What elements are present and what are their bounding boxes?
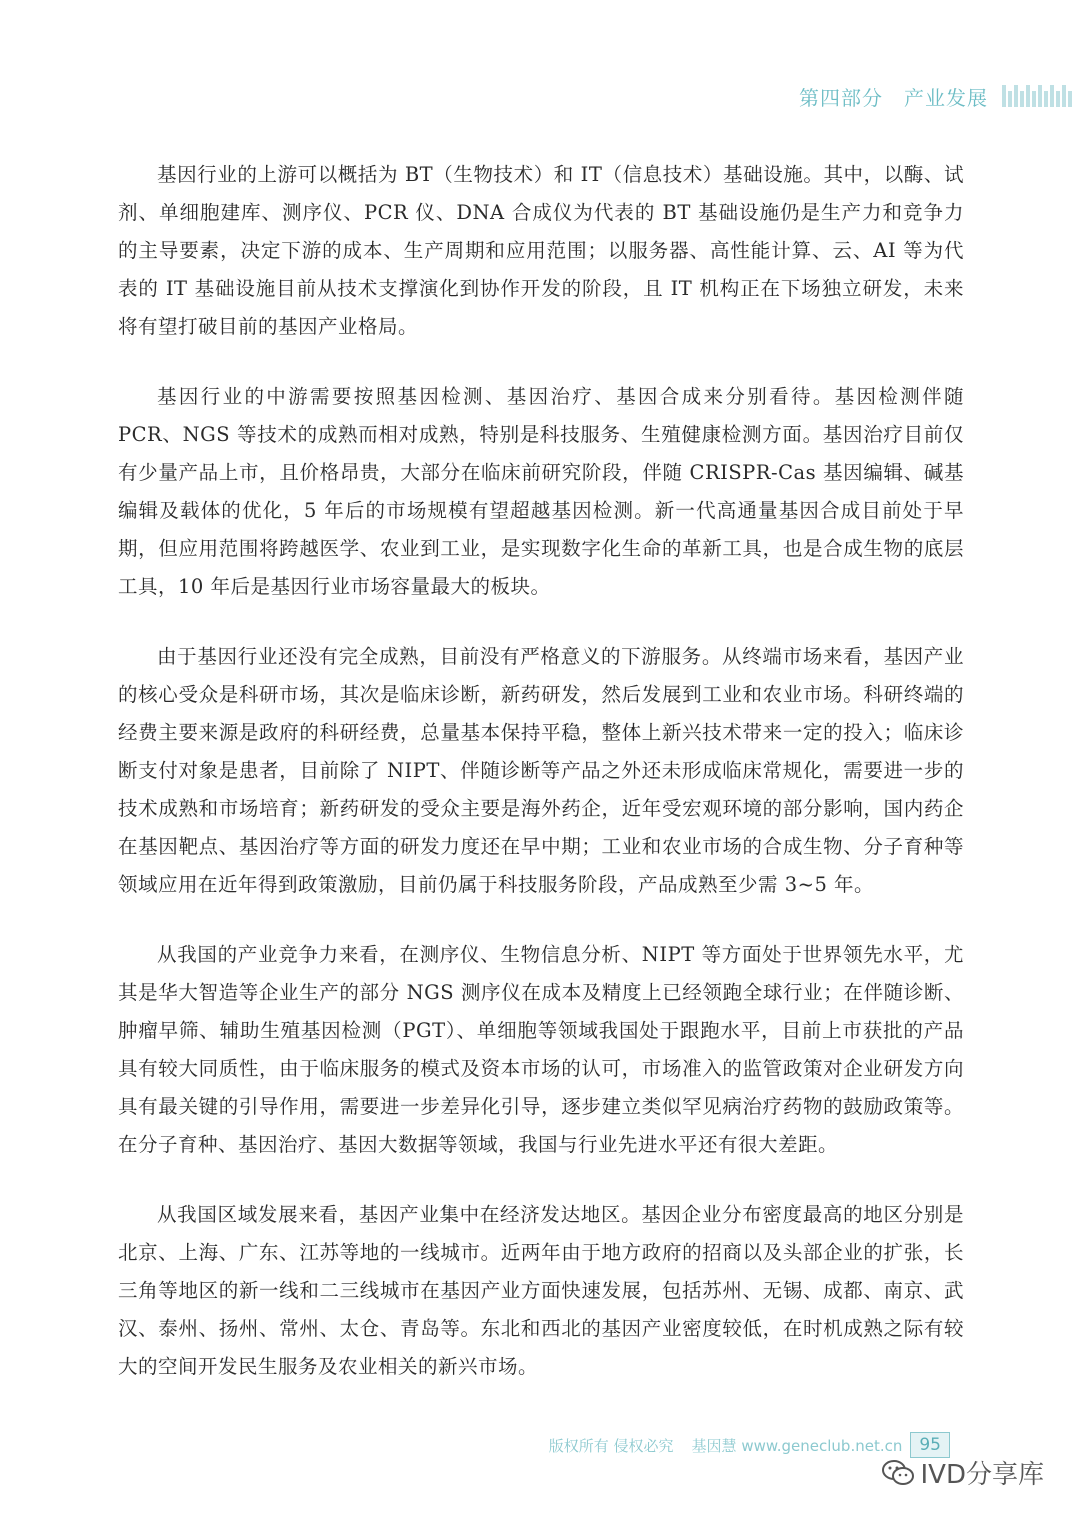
watermark	[881, 1454, 1044, 1491]
page-number: 95	[910, 1432, 950, 1458]
site-link[interactable]: 基因慧 www.geneclub.net.cn	[691, 1436, 903, 1455]
page-header	[799, 80, 1080, 112]
wechat-icon	[881, 1458, 915, 1488]
paragraph-midstream: 基因行业的中游需要按照基因检测、基因治疗、基因合成来分别看待。基因检测伴随 PCR、NGS 等技术的成熟而相对成熟，特别是科技服务、生殖健康检测方面。基因治疗目前仅有少量产品上市，且价格昂贵，大部分在临床前研究阶段，伴随 CRISPR-Cas 基因编辑、碱基编辑及载体的优化，5 年后的市场规模有望超越基因检测。新一代高通量基因合成目前处于早期，但应用范围将跨越医学、农业到工业，是实现数字化生命的革新工具，也是合成生物的底层工具，10 年后是基因行业市场容量最大的板块。	[118, 385, 964, 598]
header-bar-decoration	[1002, 85, 1074, 107]
body-text	[118, 156, 964, 1418]
paragraph-upstream: 基因行业的上游可以概括为 BT（生物技术）和 IT（信息技术）基础设施。其中，以酶、试剂、单细胞建库、测序仪、PCR 仪、DNA 合成仪为代表的 BT 基础设施仍是生产力和竞争力的主导要素，决定下游的成本、生产周期和应用范围；以服务器、高性能计算、云、AI 等为代表的 IT 基础设施目前从技术支撑演化到协作开发的阶段，且 IT 机构正在下场独立研发，未来将有望打破目前的基因产业格局。	[118, 163, 964, 338]
section-title: 第四部分 产业发展	[799, 85, 988, 110]
copyright-notice: 版权所有 侵权必究	[548, 1436, 674, 1455]
watermark-text: IVD分享库	[920, 1460, 1044, 1490]
paragraph-downstream: 由于基因行业还没有完全成熟，目前没有严格意义的下游服务。从终端市场来看，基因产业的核心受众是科研市场，其次是临床诊断，新药研发，然后发展到工业和农业市场。科研终端的经费主要来源是政府的科研经费，总量基本保持平稳，整体上新兴技术带来一定的投入；临床诊断支付对象是患者，目前除了 NIPT、伴随诊断等产品之外还未形成临床常规化，需要进一步的技术成熟和市场培育；新药研发的受众主要是海外药企，近年受宏观环境的部分影响，国内药企在基因靶点、基因治疗等方面的研发力度还在早中期；工业和农业市场的合成生物、分子育种等领域应用在近年得到政策激励，目前仍属于科技服务阶段，产品成熟至少需 3~5 年。	[118, 645, 964, 896]
paragraph-competitiveness: 从我国的产业竞争力来看，在测序仪、生物信息分析、NIPT 等方面处于世界领先水平，尤其是华大智造等企业生产的部分 NGS 测序仪在成本及精度上已经领跑全球行业；在伴随诊断、肿瘤早筛、辅助生殖基因检测（PGT）、单细胞等领域我国处于跟跑水平，目前上市获批的产品具有较大同质性，由于临床服务的模式及资本市场的认可，市场准入的监管政策对企业研发方向具有最关键的引导作用，需要进一步差异化引导，逐步建立类似罕见病治疗药物的鼓励政策等。在分子育种、基因治疗、基因大数据等领域，我国与行业先进水平还有很大差距。	[118, 943, 964, 1156]
paragraph-regional: 从我国区域发展来看，基因产业集中在经济发达地区。基因企业分布密度最高的地区分别是北京、上海、广东、江苏等地的一线城市。近两年由于地方政府的招商以及头部企业的扩张，长三角等地区的新一线和二三线城市在基因产业方面快速发展，包括苏州、无锡、成都、南京、武汉、泰州、扬州、常州、太仓、青岛等。东北和西北的基因产业密度较低，在时机成熟之际有较大的空间开发民生服务及农业相关的新兴市场。	[118, 1203, 964, 1378]
